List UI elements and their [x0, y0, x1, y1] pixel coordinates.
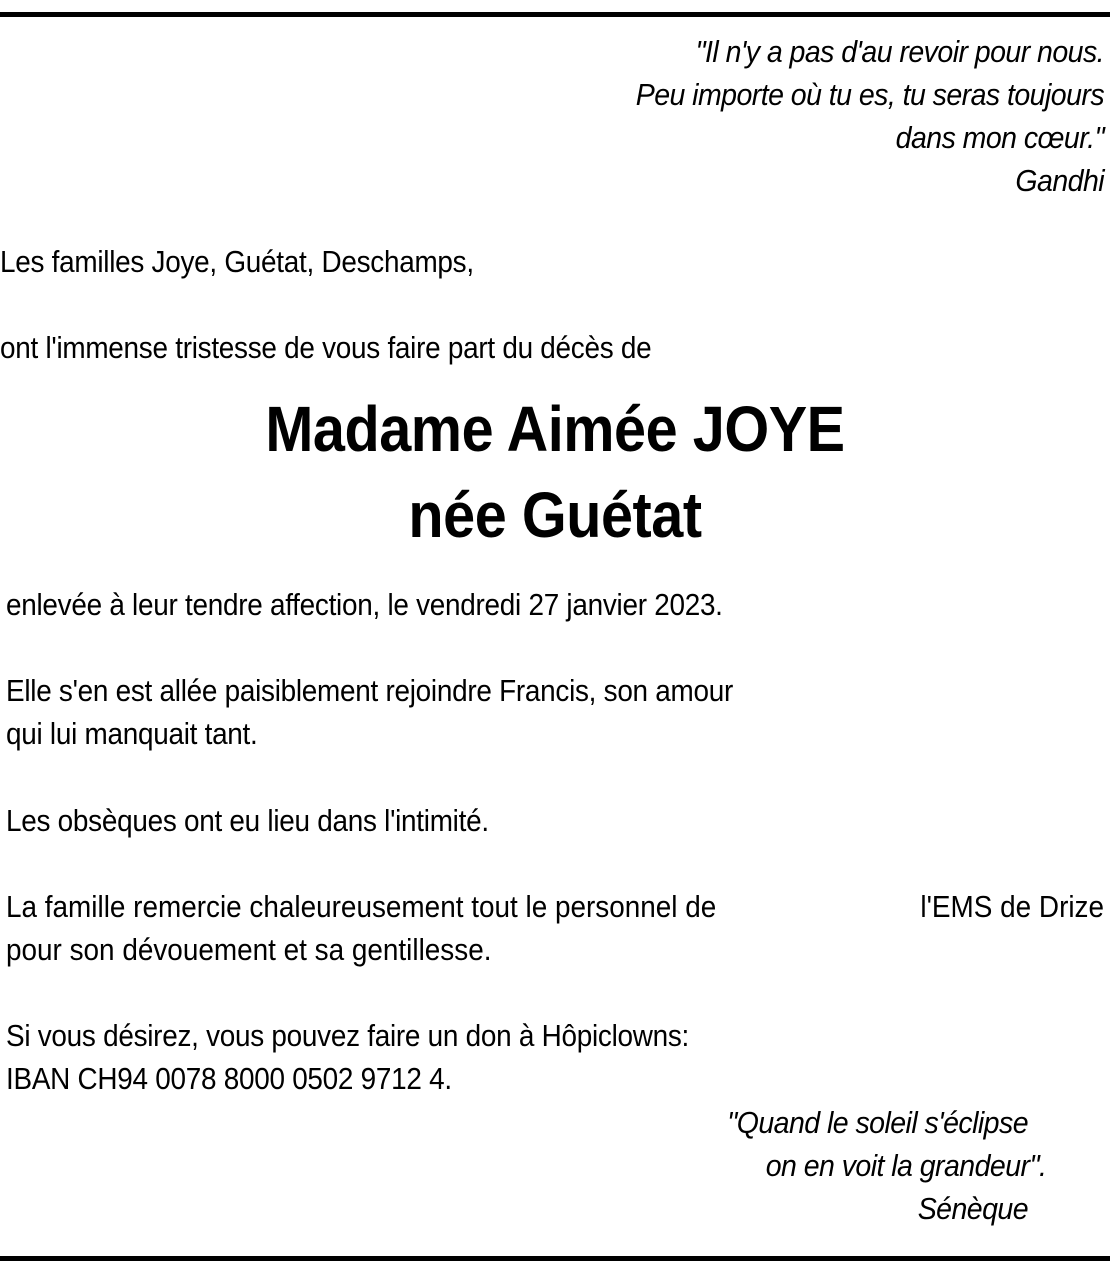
donation-line-1: Si vous désirez, vous pouvez faire un don à Hôpiclowns: [6, 1018, 690, 1053]
rejoin-line-1: Elle s'en est allée paisiblement rejoindre Francis, son amour [6, 673, 734, 708]
closing-quote-line-2: on en voit la grandeur". [765, 1148, 1047, 1183]
funeral-paragraph: Les obsèques ont eu lieu dans l'intimité. [6, 803, 489, 838]
opening-quote-line-2: Peu importe où tu es, tu seras toujours [635, 77, 1104, 112]
rejoin-paragraph [6, 669, 733, 755]
top-border-rule [0, 12, 1110, 17]
closing-quote-line-1: "Quand le soleil s'éclipse [727, 1105, 1028, 1140]
thanks-paragraph [6, 885, 1104, 971]
closing-quote-author: Sénèque [917, 1191, 1028, 1226]
closing-quote [727, 1101, 1047, 1230]
opening-quote-line-1: "Il n'y a pas d'au revoir pour nous. [695, 34, 1104, 69]
thanks-line-1-start: La famille remercie chaleureusement tout le personnel de [6, 889, 717, 924]
thanks-line-1-end: l'EMS de Drize [920, 889, 1104, 924]
date-of-death-paragraph: enlevée à leur tendre affection, le vendredi 27 janvier 2023. [6, 587, 723, 622]
announcement-line: ont l'immense tristesse de vous faire part du décès de [0, 330, 652, 365]
deceased-name: Madame Aimée JOYE [265, 393, 845, 465]
deceased-maiden-name: née Guétat [408, 479, 702, 551]
opening-quote [636, 30, 1104, 202]
deceased-name-block [0, 386, 1110, 558]
donation-paragraph [6, 1014, 689, 1100]
thanks-line-1 [6, 885, 1104, 928]
thanks-line-2: pour son dévouement et sa gentillesse. [6, 932, 492, 967]
families-line: Les familles Joye, Guétat, Deschamps, [0, 244, 474, 279]
donation-iban: IBAN CH94 0078 8000 0502 9712 4. [6, 1061, 452, 1096]
rejoin-line-2: qui lui manquait tant. [6, 716, 258, 751]
opening-quote-line-3: dans mon cœur." [895, 120, 1104, 155]
bottom-border-rule [0, 1256, 1110, 1261]
opening-quote-author: Gandhi [1015, 163, 1104, 198]
